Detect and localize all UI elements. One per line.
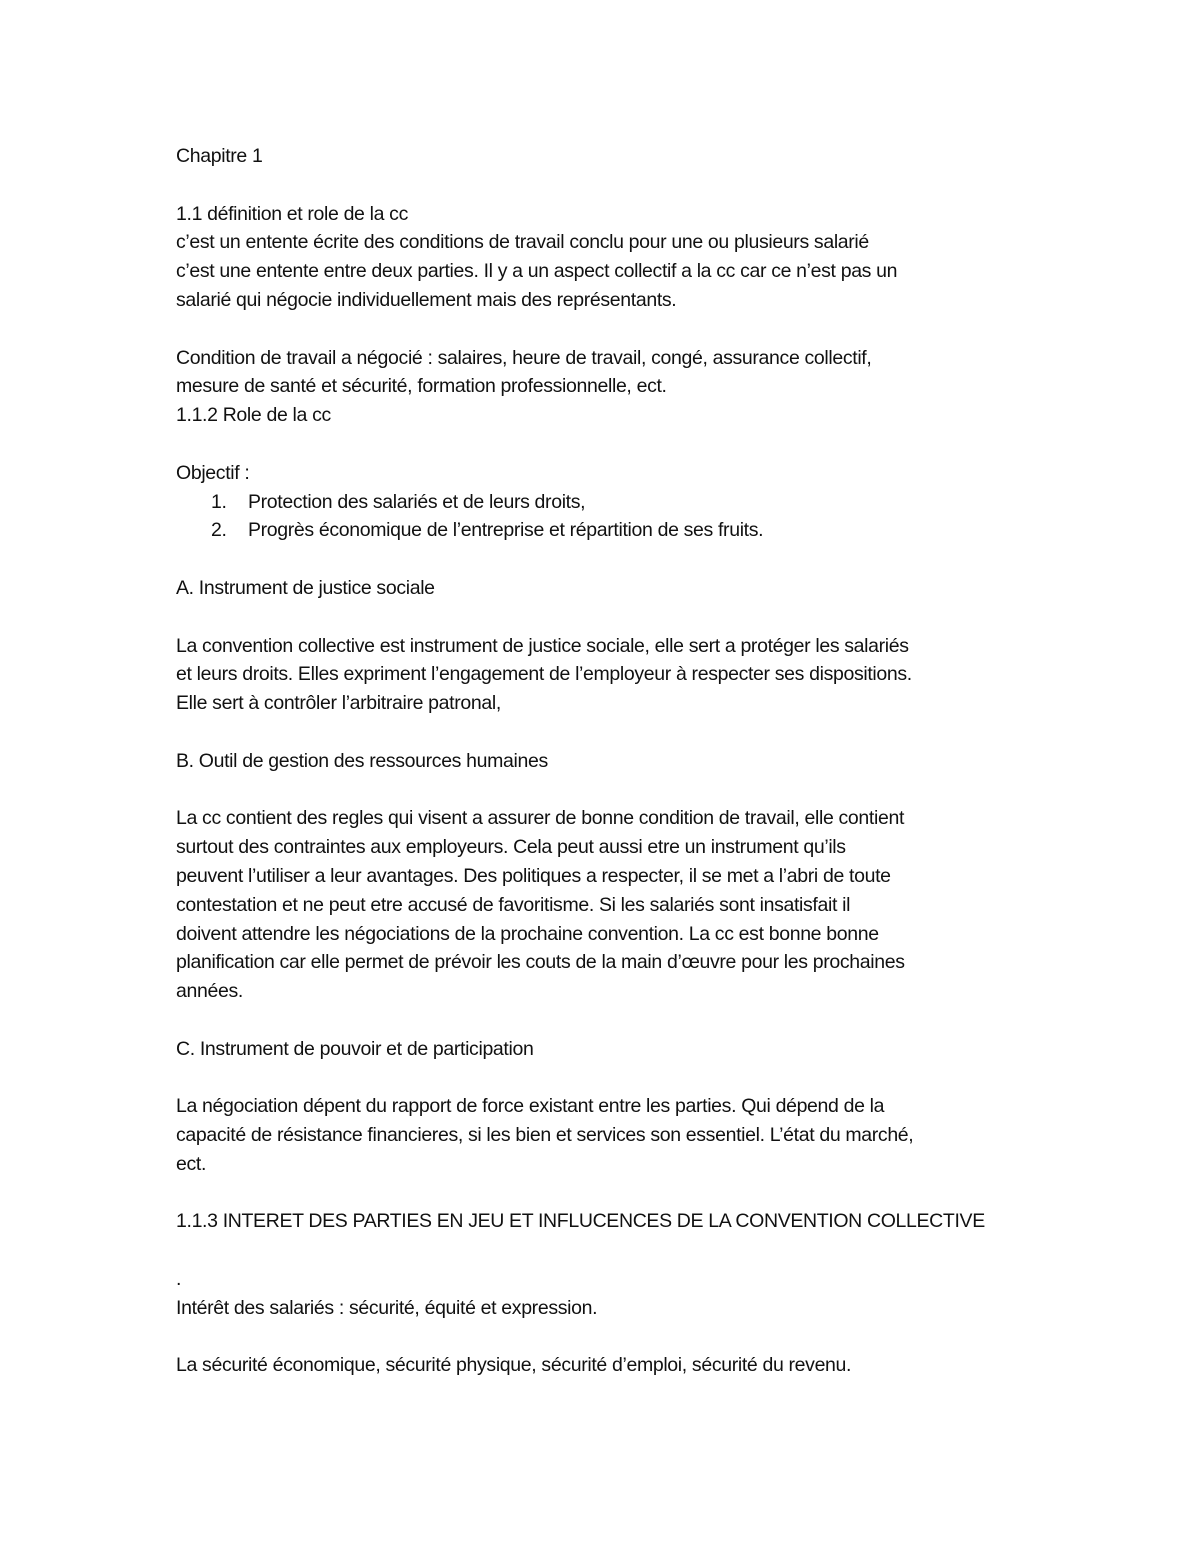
paragraph-line: Elle sert à contrôler l’arbitraire patronal, xyxy=(176,692,501,715)
section-heading-b: B. Outil de gestion des ressources humaines xyxy=(176,749,548,772)
paragraph-line: planification car elle permet de prévoir les couts de la main d’œuvre pour les prochaines xyxy=(176,951,905,974)
document-body xyxy=(176,142,1056,1380)
spacer xyxy=(176,1236,1056,1265)
section-heading-1-1: 1.1 définition et role de la cc xyxy=(176,202,408,225)
section-heading-1-1-2: 1.1.2 Role de la cc xyxy=(176,404,331,427)
spacer xyxy=(176,545,1056,574)
spacer xyxy=(176,1006,1056,1035)
paragraph-line: capacité de résistance financieres, si les bien et services son essentiel. L’état du marché, xyxy=(176,1124,914,1147)
paragraph-line: La négociation dépent du rapport de force existant entre les parties. Qui dépend de la xyxy=(176,1095,885,1118)
section-heading-c: C. Instrument de pouvoir et de participation xyxy=(176,1037,534,1060)
paragraph-line: salarié qui négocie individuellement mais des représentants. xyxy=(176,288,677,311)
stray-dot: . xyxy=(176,1268,182,1291)
paragraph-line: surtout des contraintes aux employeurs. Cela peut aussi etre un instrument qu’ils xyxy=(176,836,846,859)
list-item xyxy=(176,516,1056,545)
paragraph-line: et leurs droits. Elles expriment l’engagement de l’employeur à respecter ses dispositions. xyxy=(176,663,912,686)
interet-line: Intérêt des salariés : sécurité, équité et expression. xyxy=(176,1296,598,1319)
paragraph-line: c’est un entente écrite des conditions de travail conclu pour une ou plusieurs salarié xyxy=(176,231,869,254)
spacer xyxy=(176,776,1056,805)
spacer xyxy=(176,1323,1056,1352)
paragraph-line: contestation et ne peut etre accusé de favoritisme. Si les salariés sont insatisfait il xyxy=(176,893,851,916)
objectif-label: Objectif : xyxy=(176,461,250,484)
list-item-text: Progrès économique de l’entreprise et répartition de ses fruits. xyxy=(248,519,764,542)
paragraph-line: mesure de santé et sécurité, formation professionnelle, ect. xyxy=(176,375,667,398)
list-number: 1. xyxy=(211,490,227,513)
spacer xyxy=(176,430,1056,459)
list-item xyxy=(176,488,1056,517)
paragraph-line: ect. xyxy=(176,1152,207,1175)
section-heading-1-1-3: 1.1.3 INTERET DES PARTIES EN JEU ET INFLUCENCES DE LA CONVENTION COLLECTIVE xyxy=(176,1210,985,1233)
spacer xyxy=(176,718,1056,747)
paragraph-line: peuvent l’utiliser a leur avantages. Des politiques a respecter, il se met a l’abri de toute xyxy=(176,864,891,887)
paragraph-line: Condition de travail a négocié : salaires, heure de travail, congé, assurance collectif, xyxy=(176,346,872,369)
securite-line: La sécurité économique, sécurité physique, sécurité d’emploi, sécurité du revenu. xyxy=(176,1354,852,1377)
spacer xyxy=(176,1179,1056,1208)
section-heading-a: A. Instrument de justice sociale xyxy=(176,576,435,599)
spacer xyxy=(176,171,1056,200)
paragraph-line: La convention collective est instrument de justice sociale, elle sert a protéger les salariés xyxy=(176,634,909,657)
spacer xyxy=(176,603,1056,632)
paragraph-line: années. xyxy=(176,980,243,1003)
list-number: 2. xyxy=(211,519,227,542)
paragraph-line: doivent attendre les négociations de la prochaine convention. La cc est bonne bonne xyxy=(176,922,879,945)
paragraph-line: La cc contient des regles qui visent a assurer de bonne condition de travail, elle contient xyxy=(176,807,905,830)
paragraph-line: c’est une entente entre deux parties. Il y a un aspect collectif a la cc car ce n’est pas un xyxy=(176,260,898,283)
spacer xyxy=(176,315,1056,344)
spacer xyxy=(176,1064,1056,1093)
list-item-text: Protection des salariés et de leurs droits, xyxy=(248,490,586,513)
chapter-title: Chapitre 1 xyxy=(176,145,263,167)
